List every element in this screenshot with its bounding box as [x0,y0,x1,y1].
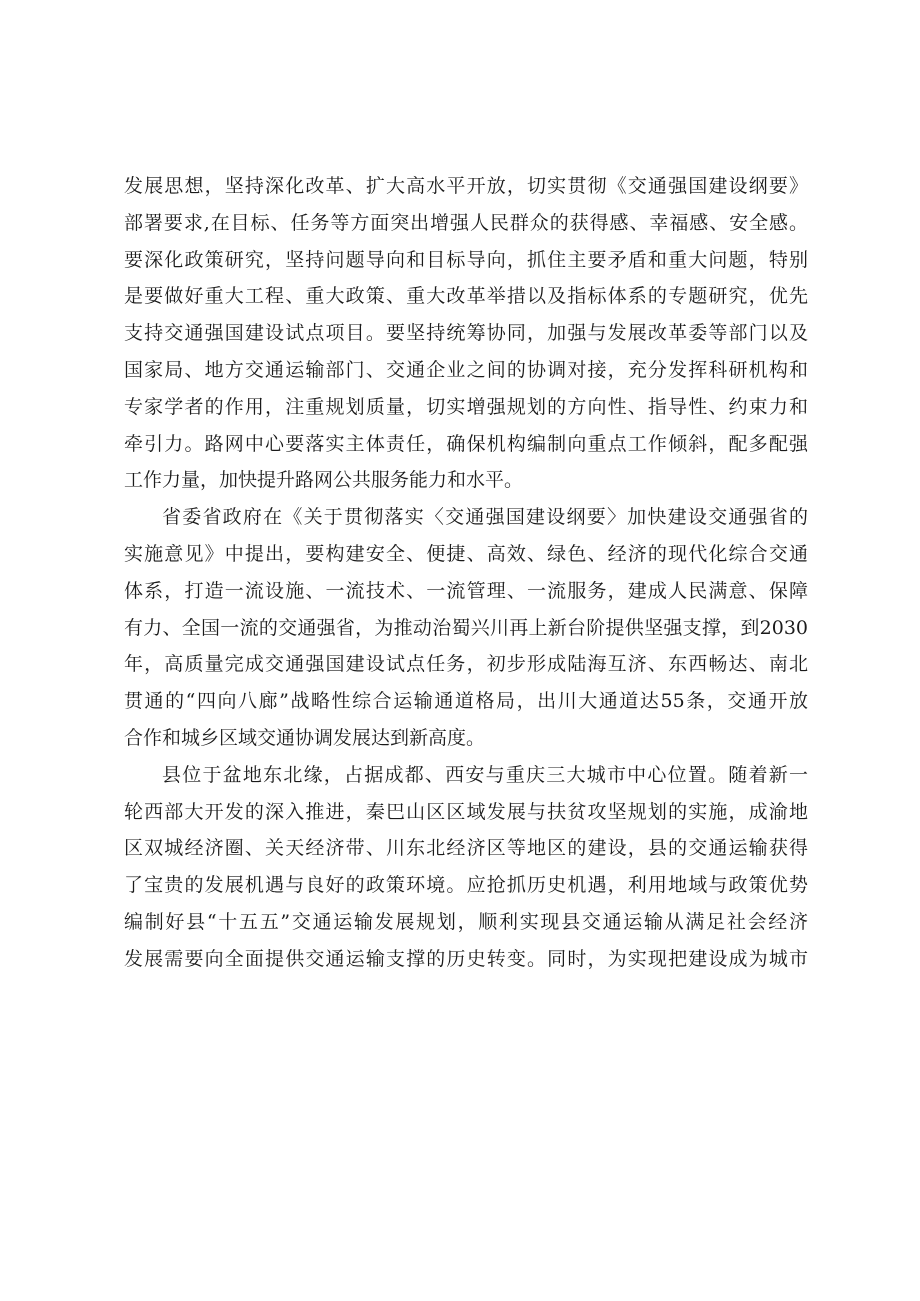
paragraph-1 [124,168,808,499]
text-line: 发展需要向全面提供交通运输支撑的历史转变。同时，为实现把建设成为城市 [124,947,808,970]
text-line: 部署要求,在目标、任务等方面突出增强人民群众的获得感、幸福感、安全感。 [124,211,808,234]
text-line: 实施意见》中提出，要构建安全、便捷、高效、绿色、经济的现代化综合交通 [124,542,808,565]
text-line: 是要做好重大工程、重大政策、重大改革举措以及指标体系的专题研究，优先 [124,285,808,308]
text-line: 县位于盆地东北缘，占据成都、西安与重庆三大城市中心位置。随着新一 [162,763,808,786]
paragraph-3 [124,757,808,978]
text-line: 区双城经济圈、关天经济带、川东北经济区等地区的建设，县的交通运输获得 [124,837,808,860]
text-line: 国家局、地方交通运输部门、交通企业之间的协调对接，充分发挥科研机构和 [124,358,808,381]
text-line: 年，高质量完成交通强国建设试点任务，初步形成陆海互济、东西畅达、南北 [124,653,808,676]
text-line: 编制好县“十五五”交通运输发展规划，顺利实现县交通运输从满足社会经济 [124,910,808,933]
text-line: 省委省政府在《关于贯彻落实〈交通强国建设纲要〉加快建设交通强省的 [162,506,808,529]
text-line: 合作和城乡区域交通协调发展达到新高度。 [124,726,486,749]
document-body [124,168,808,978]
text-line: 要深化政策研究，坚持问题导向和目标导向，抓住主要矛盾和重大问题，特别 [124,248,808,271]
text-line: 发展思想，坚持深化改革、扩大高水平开放，切实贯彻《交通强国建设纲要》 [124,175,808,197]
text-line: 有力、全国一流的交通强省，为推动治蜀兴川再上新台阶提供坚强支撑，到2030 [124,616,808,639]
text-line: 体系，打造一流设施、一流技术、一流管理、一流服务，建成人民满意、保障 [124,579,808,602]
text-line: 工作力量，加快提升路网公共服务能力和水平。 [124,469,524,492]
text-line: 牵引力。路网中心要落实主体责任，确保机构编制向重点工作倾斜，配多配强 [124,432,808,455]
text-line: 专家学者的作用，注重规划质量，切实增强规划的方向性、指导性、约束力和 [124,395,808,418]
text-line: 轮西部大开发的深入推进，秦巴山区区域发展与扶贫攻坚规划的实施，成渝地 [124,800,808,823]
paragraph-2 [124,499,808,757]
text-line: 支持交通强国建设试点项目。要坚持统筹协同，加强与发展改革委等部门以及 [124,322,808,345]
text-line: 了宝贵的发展机遇与良好的政策环境。应抢抓历史机遇，利用地域与政策优势 [124,874,808,897]
text-line: 贯通的“四向八廊”战略性综合运输通道格局，出川大通道达55条，交通开放 [124,690,808,713]
